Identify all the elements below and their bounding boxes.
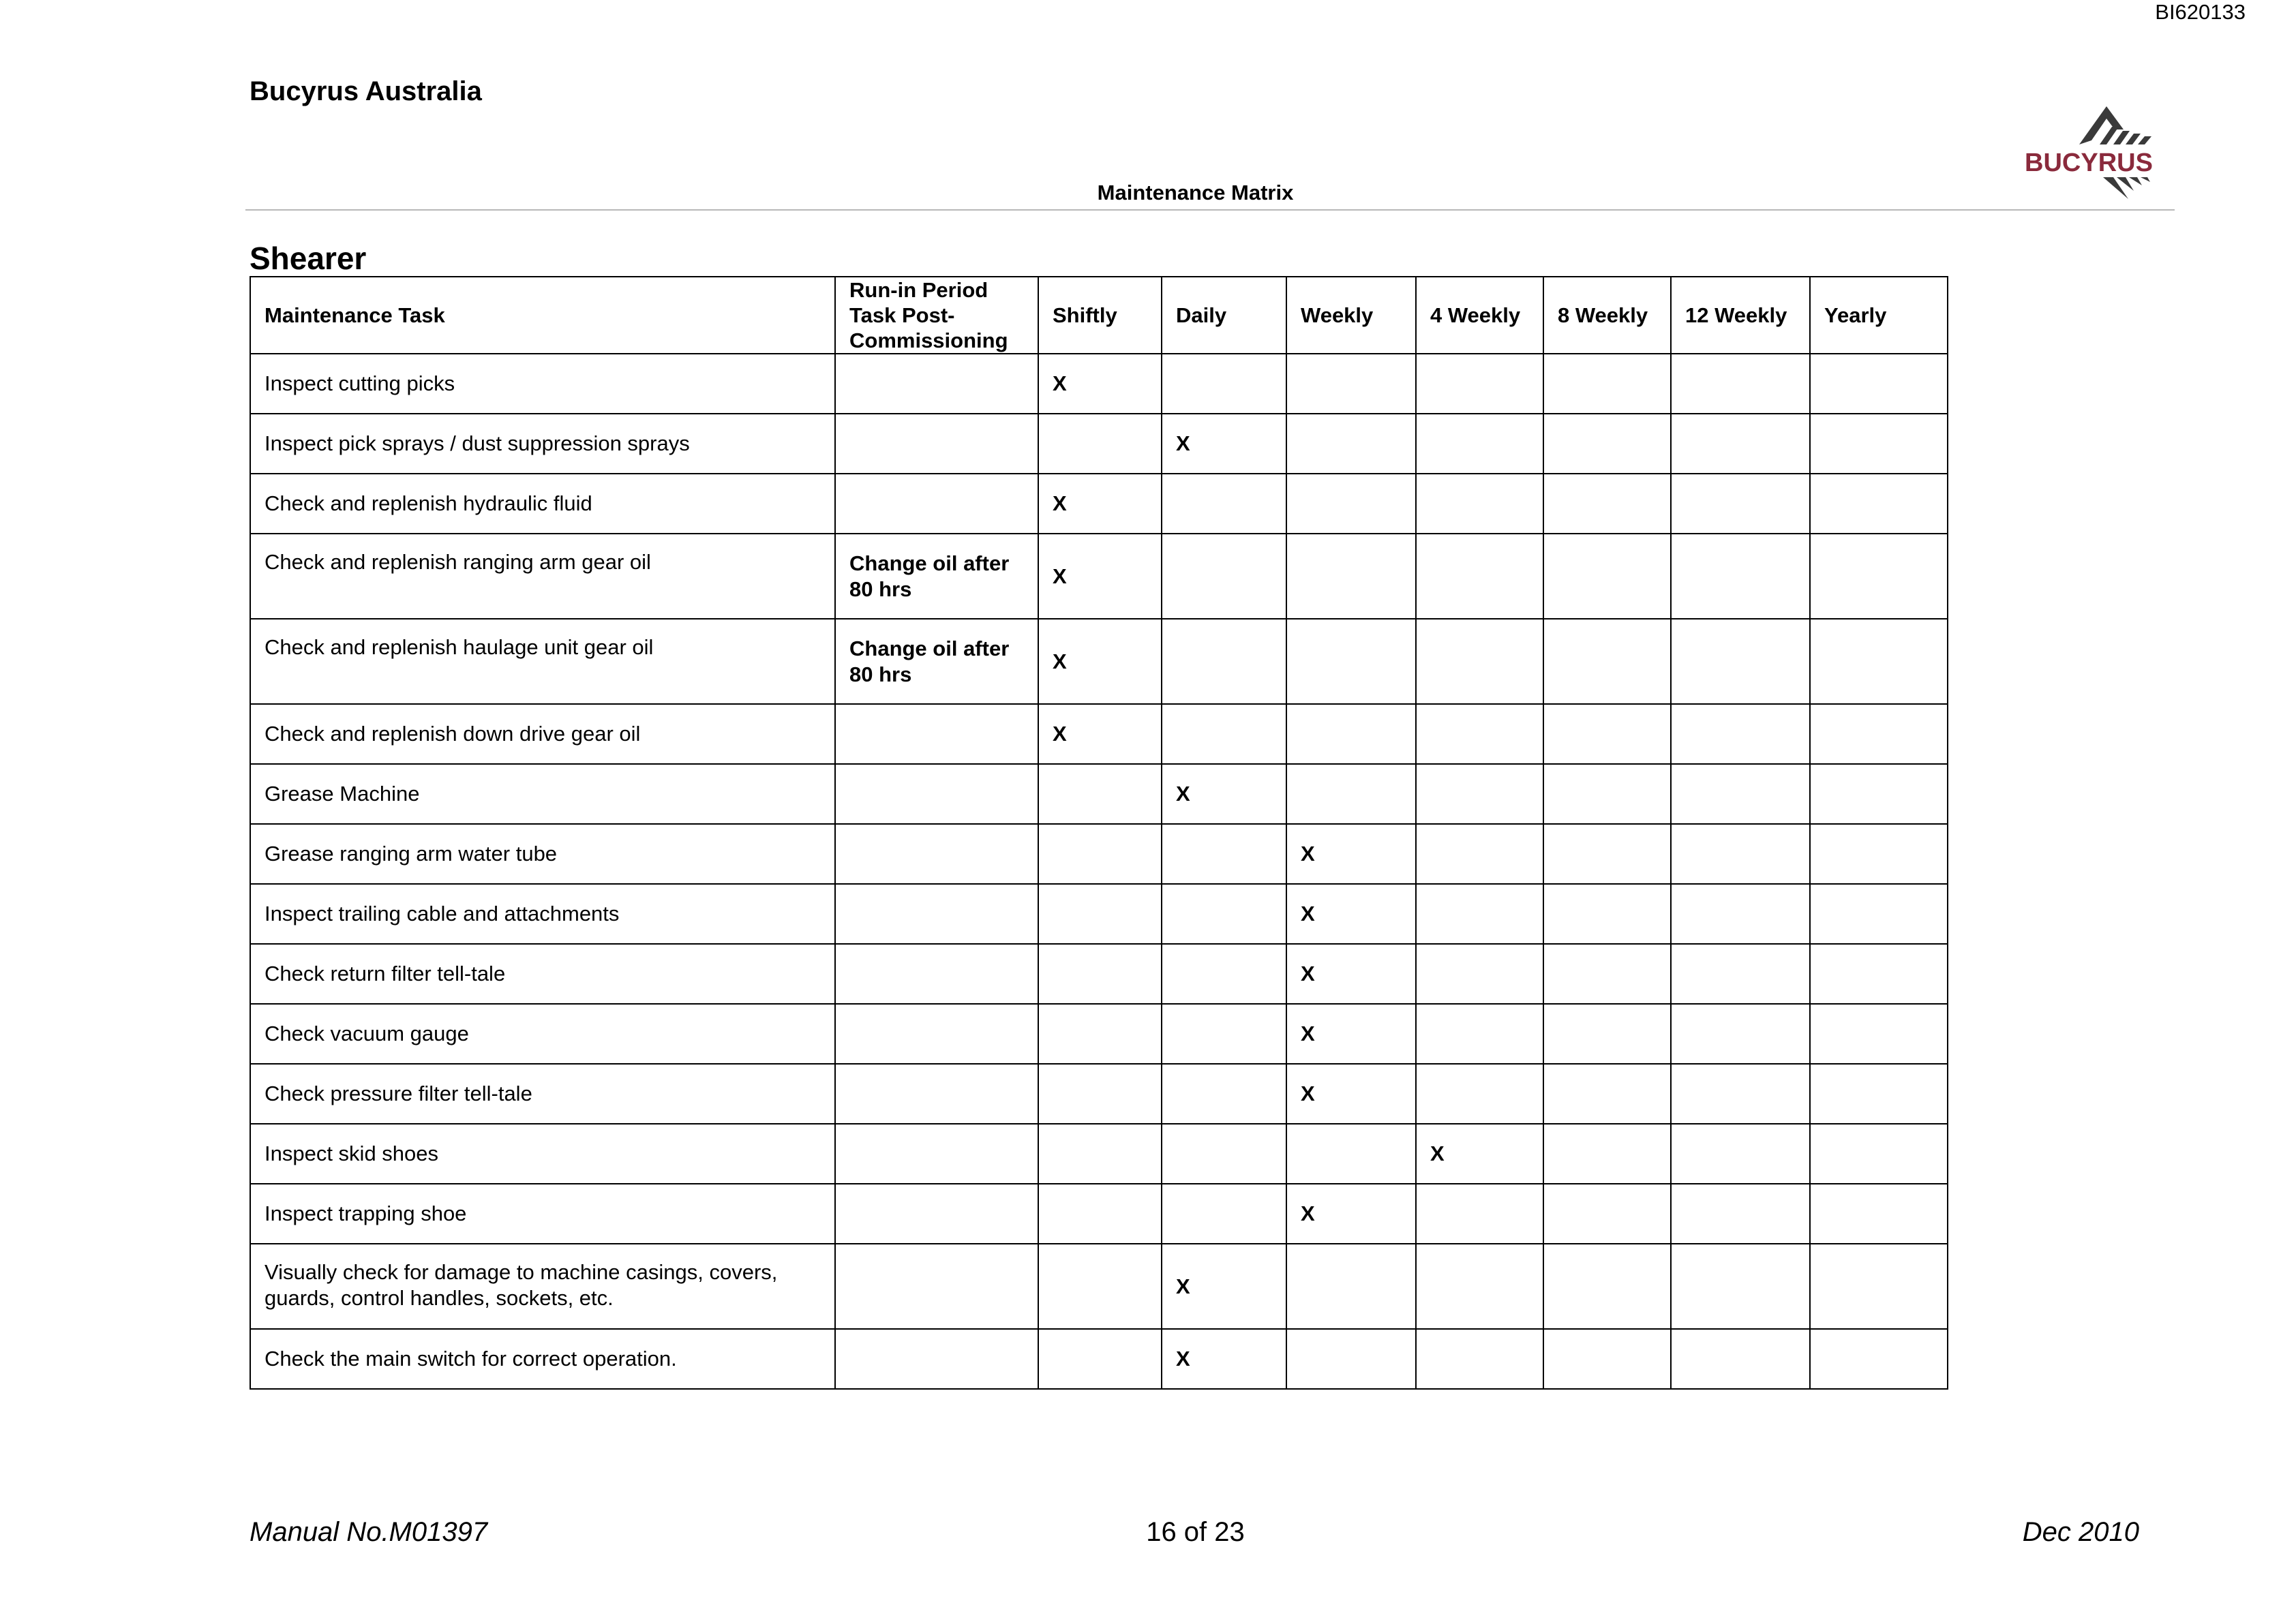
frequency-mark-cell bbox=[1416, 534, 1543, 619]
task-cell: Check and replenish down drive gear oil bbox=[250, 704, 835, 764]
frequency-mark-cell: X bbox=[1162, 1329, 1286, 1389]
logo-wordmark: BUCYRUS bbox=[2025, 149, 2153, 177]
task-cell: Inspect cutting picks bbox=[250, 354, 835, 414]
frequency-mark-cell bbox=[1286, 474, 1416, 534]
run-in-cell bbox=[835, 704, 1038, 764]
task-cell: Inspect trapping shoe bbox=[250, 1184, 835, 1244]
task-cell: Visually check for damage to machine casings, covers, guards, control handles, sockets, etc. bbox=[250, 1244, 835, 1329]
frequency-mark-cell bbox=[1810, 414, 1948, 474]
frequency-mark-cell bbox=[1810, 534, 1948, 619]
table-row bbox=[250, 534, 1948, 619]
maintenance-matrix-table bbox=[250, 276, 1948, 1390]
run-in-cell: Change oil after 80 hrs bbox=[835, 619, 1038, 704]
task-cell: Check and replenish haulage unit gear oil bbox=[250, 619, 835, 704]
run-in-cell bbox=[835, 354, 1038, 414]
frequency-mark-cell bbox=[1416, 764, 1543, 824]
frequency-mark-cell bbox=[1543, 1244, 1671, 1329]
frequency-mark-cell bbox=[1286, 534, 1416, 619]
frequency-mark-cell bbox=[1543, 1124, 1671, 1184]
document-id: BI620133 bbox=[2155, 0, 2246, 24]
frequency-mark-cell bbox=[1810, 1124, 1948, 1184]
frequency-mark-cell bbox=[1286, 1329, 1416, 1389]
table-row bbox=[250, 1064, 1948, 1124]
frequency-mark-cell bbox=[1543, 704, 1671, 764]
frequency-mark-cell bbox=[1671, 944, 1810, 1004]
task-cell: Inspect trailing cable and attachments bbox=[250, 884, 835, 944]
frequency-mark-cell bbox=[1543, 1004, 1671, 1064]
frequency-mark-cell bbox=[1810, 764, 1948, 824]
frequency-mark-cell bbox=[1416, 1064, 1543, 1124]
frequency-mark-cell bbox=[1810, 704, 1948, 764]
table-row bbox=[250, 474, 1948, 534]
frequency-mark-cell bbox=[1810, 1329, 1948, 1389]
run-in-cell bbox=[835, 1064, 1038, 1124]
column-header-8-weekly: 8 Weekly bbox=[1543, 277, 1671, 354]
frequency-mark-cell bbox=[1286, 1124, 1416, 1184]
bucyrus-logo bbox=[2004, 102, 2181, 204]
frequency-mark-cell bbox=[1543, 884, 1671, 944]
frequency-mark-cell bbox=[1671, 824, 1810, 884]
task-cell: Check vacuum gauge bbox=[250, 1004, 835, 1064]
column-header-daily: Daily bbox=[1162, 277, 1286, 354]
frequency-mark-cell bbox=[1162, 1064, 1286, 1124]
frequency-mark-cell bbox=[1810, 884, 1948, 944]
frequency-mark-cell bbox=[1671, 414, 1810, 474]
table-row bbox=[250, 1124, 1948, 1184]
table-header-row bbox=[250, 277, 1948, 354]
run-in-cell bbox=[835, 1004, 1038, 1064]
frequency-mark-cell bbox=[1162, 704, 1286, 764]
column-header-run-in: Run-in Period Task Post-Commissioning bbox=[835, 277, 1038, 354]
table-row bbox=[250, 1329, 1948, 1389]
frequency-mark-cell bbox=[1038, 1244, 1162, 1329]
frequency-mark-cell: X bbox=[1038, 704, 1162, 764]
frequency-mark-cell bbox=[1038, 1064, 1162, 1124]
frequency-mark-cell bbox=[1286, 764, 1416, 824]
frequency-mark-cell bbox=[1810, 944, 1948, 1004]
frequency-mark-cell bbox=[1810, 619, 1948, 704]
frequency-mark-cell bbox=[1671, 1064, 1810, 1124]
frequency-mark-cell bbox=[1671, 1004, 1810, 1064]
frequency-mark-cell bbox=[1543, 1329, 1671, 1389]
frequency-mark-cell bbox=[1416, 884, 1543, 944]
frequency-mark-cell bbox=[1162, 1004, 1286, 1064]
frequency-mark-cell bbox=[1286, 619, 1416, 704]
page-number: 16 of 23 bbox=[1146, 1517, 1245, 1547]
frequency-mark-cell bbox=[1671, 619, 1810, 704]
task-cell: Check the main switch for correct operation. bbox=[250, 1329, 835, 1389]
frequency-mark-cell bbox=[1038, 1004, 1162, 1064]
frequency-mark-cell bbox=[1162, 474, 1286, 534]
frequency-mark-cell bbox=[1038, 764, 1162, 824]
frequency-mark-cell bbox=[1543, 1064, 1671, 1124]
column-header-yearly: Yearly bbox=[1810, 277, 1948, 354]
frequency-mark-cell bbox=[1286, 704, 1416, 764]
frequency-mark-cell bbox=[1286, 414, 1416, 474]
table-row bbox=[250, 619, 1948, 704]
task-cell: Check pressure filter tell-tale bbox=[250, 1064, 835, 1124]
task-cell: Check return filter tell-tale bbox=[250, 944, 835, 1004]
frequency-mark-cell bbox=[1543, 944, 1671, 1004]
frequency-mark-cell bbox=[1416, 824, 1543, 884]
frequency-mark-cell bbox=[1543, 764, 1671, 824]
table-row bbox=[250, 704, 1948, 764]
frequency-mark-cell bbox=[1162, 884, 1286, 944]
run-in-cell bbox=[835, 824, 1038, 884]
frequency-mark-cell bbox=[1671, 534, 1810, 619]
frequency-mark-cell: X bbox=[1038, 354, 1162, 414]
frequency-mark-cell bbox=[1671, 474, 1810, 534]
frequency-mark-cell bbox=[1543, 534, 1671, 619]
task-cell: Inspect skid shoes bbox=[250, 1124, 835, 1184]
column-header-shiftly: Shiftly bbox=[1038, 277, 1162, 354]
table-row bbox=[250, 824, 1948, 884]
run-in-cell bbox=[835, 474, 1038, 534]
frequency-mark-cell bbox=[1810, 1244, 1948, 1329]
frequency-mark-cell: X bbox=[1162, 764, 1286, 824]
frequency-mark-cell bbox=[1416, 1004, 1543, 1064]
frequency-mark-cell bbox=[1671, 1184, 1810, 1244]
run-in-cell bbox=[835, 1329, 1038, 1389]
column-header-4-weekly: 4 Weekly bbox=[1416, 277, 1543, 354]
document-date: Dec 2010 bbox=[2022, 1517, 2139, 1547]
frequency-mark-cell: X bbox=[1416, 1124, 1543, 1184]
frequency-mark-cell bbox=[1038, 1329, 1162, 1389]
frequency-mark-cell bbox=[1162, 619, 1286, 704]
frequency-mark-cell bbox=[1416, 414, 1543, 474]
frequency-mark-cell bbox=[1671, 704, 1810, 764]
frequency-mark-cell bbox=[1543, 824, 1671, 884]
frequency-mark-cell: X bbox=[1038, 534, 1162, 619]
frequency-mark-cell bbox=[1416, 1329, 1543, 1389]
manual-number: Manual No.M01397 bbox=[250, 1517, 488, 1547]
frequency-mark-cell bbox=[1038, 824, 1162, 884]
frequency-mark-cell bbox=[1038, 884, 1162, 944]
frequency-mark-cell bbox=[1162, 1124, 1286, 1184]
column-header-12-weekly: 12 Weekly bbox=[1671, 277, 1810, 354]
page-title: Maintenance Matrix bbox=[1097, 181, 1294, 204]
task-cell: Check and replenish ranging arm gear oil bbox=[250, 534, 835, 619]
frequency-mark-cell bbox=[1543, 414, 1671, 474]
frequency-mark-cell bbox=[1038, 1124, 1162, 1184]
frequency-mark-cell bbox=[1671, 1329, 1810, 1389]
frequency-mark-cell: X bbox=[1286, 1064, 1416, 1124]
frequency-mark-cell bbox=[1543, 354, 1671, 414]
frequency-mark-cell: X bbox=[1038, 619, 1162, 704]
frequency-mark-cell bbox=[1416, 944, 1543, 1004]
table-row bbox=[250, 354, 1948, 414]
frequency-mark-cell bbox=[1671, 764, 1810, 824]
task-cell: Check and replenish hydraulic fluid bbox=[250, 474, 835, 534]
task-cell: Grease Machine bbox=[250, 764, 835, 824]
frequency-mark-cell: X bbox=[1162, 1244, 1286, 1329]
frequency-mark-cell bbox=[1810, 474, 1948, 534]
frequency-mark-cell: X bbox=[1162, 414, 1286, 474]
frequency-mark-cell bbox=[1810, 354, 1948, 414]
table-row bbox=[250, 1244, 1948, 1329]
table-row bbox=[250, 1004, 1948, 1064]
company-name: Bucyrus Australia bbox=[250, 76, 482, 106]
frequency-mark-cell bbox=[1671, 1244, 1810, 1329]
frequency-mark-cell bbox=[1543, 1184, 1671, 1244]
frequency-mark-cell bbox=[1416, 1244, 1543, 1329]
run-in-cell bbox=[835, 414, 1038, 474]
frequency-mark-cell: X bbox=[1286, 884, 1416, 944]
frequency-mark-cell: X bbox=[1286, 944, 1416, 1004]
run-in-cell bbox=[835, 1244, 1038, 1329]
table-row bbox=[250, 764, 1948, 824]
column-header-task: Maintenance Task bbox=[250, 277, 835, 354]
frequency-mark-cell: X bbox=[1286, 1184, 1416, 1244]
frequency-mark-cell bbox=[1038, 414, 1162, 474]
frequency-mark-cell bbox=[1416, 704, 1543, 764]
frequency-mark-cell bbox=[1162, 534, 1286, 619]
task-cell: Inspect pick sprays / dust suppression sprays bbox=[250, 414, 835, 474]
header-divider bbox=[245, 209, 2175, 211]
task-cell: Grease ranging arm water tube bbox=[250, 824, 835, 884]
frequency-mark-cell bbox=[1038, 1184, 1162, 1244]
frequency-mark-cell bbox=[1416, 1184, 1543, 1244]
frequency-mark-cell bbox=[1543, 474, 1671, 534]
frequency-mark-cell bbox=[1286, 1244, 1416, 1329]
frequency-mark-cell bbox=[1671, 354, 1810, 414]
run-in-cell bbox=[835, 1124, 1038, 1184]
frequency-mark-cell bbox=[1162, 824, 1286, 884]
frequency-mark-cell bbox=[1543, 619, 1671, 704]
run-in-cell bbox=[835, 944, 1038, 1004]
frequency-mark-cell bbox=[1162, 1184, 1286, 1244]
frequency-mark-cell bbox=[1162, 944, 1286, 1004]
frequency-mark-cell: X bbox=[1286, 1004, 1416, 1064]
run-in-cell bbox=[835, 764, 1038, 824]
frequency-mark-cell bbox=[1671, 884, 1810, 944]
frequency-mark-cell bbox=[1162, 354, 1286, 414]
frequency-mark-cell bbox=[1671, 1124, 1810, 1184]
frequency-mark-cell bbox=[1286, 354, 1416, 414]
frequency-mark-cell: X bbox=[1038, 474, 1162, 534]
run-in-cell: Change oil after 80 hrs bbox=[835, 534, 1038, 619]
section-title: Shearer bbox=[250, 241, 367, 276]
frequency-mark-cell bbox=[1416, 619, 1543, 704]
frequency-mark-cell bbox=[1810, 824, 1948, 884]
table-row bbox=[250, 1184, 1948, 1244]
table-row bbox=[250, 884, 1948, 944]
table-row bbox=[250, 944, 1948, 1004]
frequency-mark-cell bbox=[1416, 474, 1543, 534]
column-header-weekly: Weekly bbox=[1286, 277, 1416, 354]
run-in-cell bbox=[835, 1184, 1038, 1244]
frequency-mark-cell bbox=[1416, 354, 1543, 414]
frequency-mark-cell bbox=[1810, 1064, 1948, 1124]
frequency-mark-cell: X bbox=[1286, 824, 1416, 884]
run-in-cell bbox=[835, 884, 1038, 944]
frequency-mark-cell bbox=[1810, 1004, 1948, 1064]
frequency-mark-cell bbox=[1038, 944, 1162, 1004]
table-row bbox=[250, 414, 1948, 474]
frequency-mark-cell bbox=[1810, 1184, 1948, 1244]
